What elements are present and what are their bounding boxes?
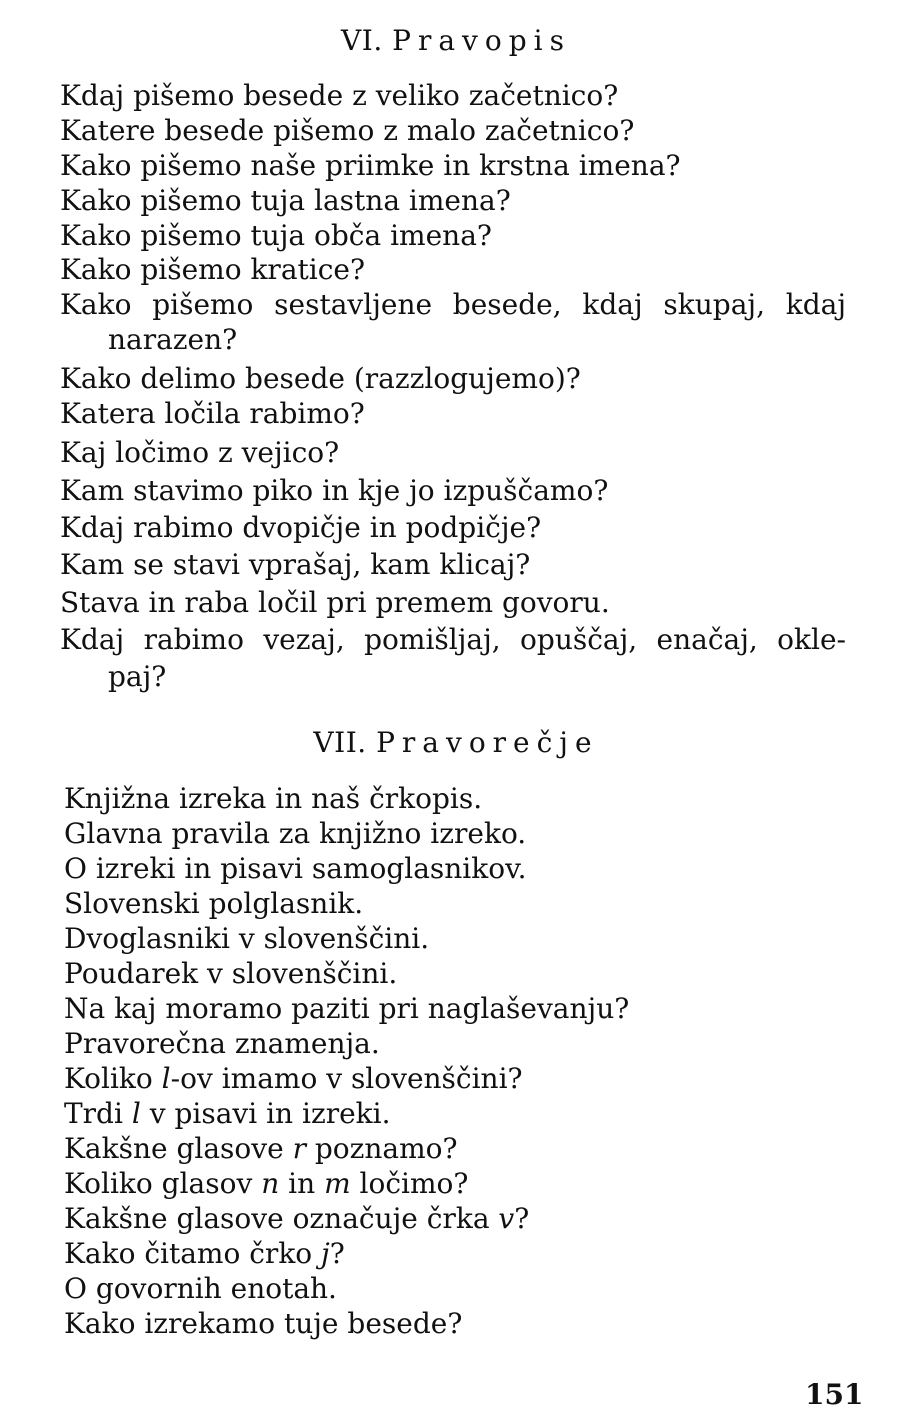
section-6-title: Pravopis	[392, 24, 571, 57]
list-item: Kako pišemo tuja obča imena?	[60, 219, 492, 252]
list-item: Knjižna izreka in naš črkopis.	[64, 782, 483, 815]
list-item: Kakšne glasove označuje črka v?	[64, 1202, 530, 1235]
section-7-title: Pravorečje	[376, 726, 599, 759]
list-item: Na kaj moramo paziti pri naglaševanju?	[64, 992, 630, 1025]
list-item: Kako izrekamo tuje besede?	[64, 1307, 463, 1340]
list-item: Glavna pravila za knjižno izreko.	[64, 817, 527, 850]
list-item: Pravorečna znamenja.	[64, 1027, 380, 1060]
list-item: Trdi l v pisavi in izreki.	[64, 1097, 391, 1130]
list-item: Dvoglasniki v slovenščini.	[64, 922, 430, 955]
list-item: Katera ločila rabimo?	[60, 397, 365, 430]
list-item-continuation: paj?	[108, 660, 167, 693]
section-7-heading	[0, 726, 912, 759]
section-6-heading	[0, 24, 912, 57]
list-item: Poudarek v slovenščini.	[64, 957, 398, 990]
list-item: O govornih enotah.	[64, 1272, 337, 1305]
list-item: Koliko l-ov imamo v slovenščini?	[64, 1062, 523, 1095]
list-item: Stava in raba ločil pri premem govoru.	[60, 586, 610, 619]
list-item: Kako pišemo kratice?	[60, 253, 365, 286]
list-item: O izreki in pisavi samoglasnikov.	[64, 852, 527, 885]
list-item: Koliko glasov n in m ločimo?	[64, 1167, 469, 1200]
list-item: Slovenski polglasnik.	[64, 887, 364, 920]
list-item: Kako čitamo črko j?	[64, 1237, 345, 1270]
section-6-numeral: VI.	[341, 24, 383, 57]
list-item: Kam stavimo piko in kje jo izpuščamo?	[60, 474, 609, 507]
list-item: Katere besede pišemo z malo začetnico?	[60, 114, 635, 147]
list-item-continuation: narazen?	[108, 323, 238, 356]
list-item: Kako pišemo sestavljene besede, kdaj skupaj, kdaj	[60, 288, 846, 321]
list-item: Kako pišemo naše priimke in krstna imena?	[60, 149, 681, 182]
page-number: 151	[805, 1378, 864, 1411]
list-item: Kdaj pišemo besede z veliko začetnico?	[60, 79, 619, 112]
list-item: Kako pišemo tuja lastna imena?	[60, 184, 511, 217]
list-item: Kdaj rabimo vezaj, pomišljaj, opuščaj, enačaj, okle-	[60, 623, 846, 656]
section-7-numeral: VII.	[313, 726, 367, 759]
list-item: Kdaj rabimo dvopičje in podpičje?	[60, 511, 542, 544]
list-item: Kam se stavi vprašaj, kam klicaj?	[60, 548, 531, 581]
list-item: Kakšne glasove r poznamo?	[64, 1132, 458, 1165]
list-item: Kako delimo besede (razzlogujemo)?	[60, 362, 581, 395]
list-item: Kaj ločimo z vejico?	[60, 436, 340, 469]
